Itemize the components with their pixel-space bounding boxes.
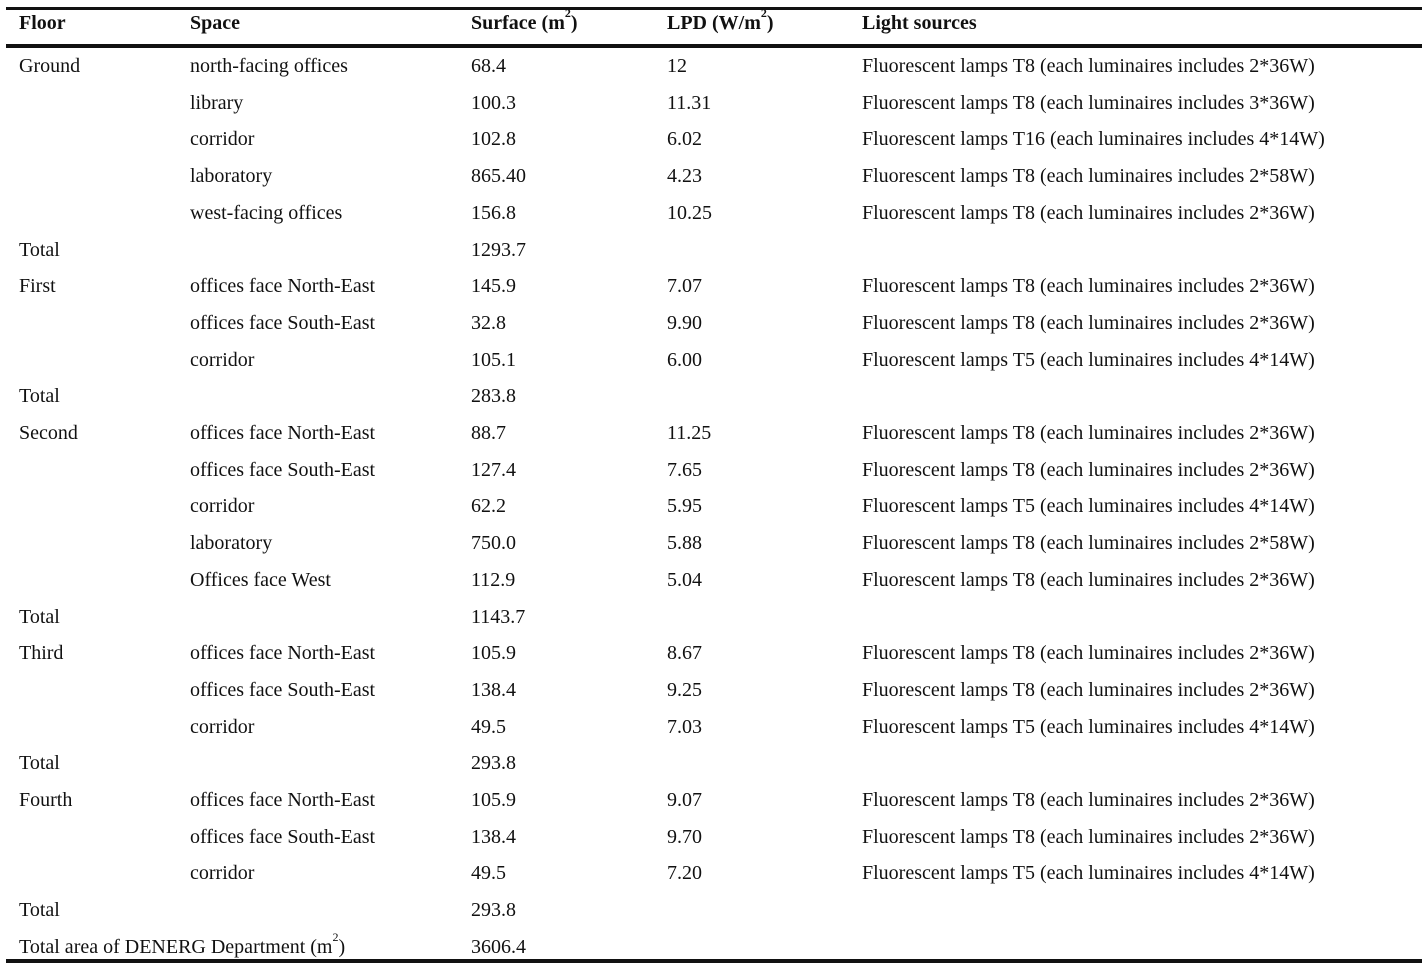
cell-lpd: 4.23 [667, 165, 702, 188]
cell-space: west-facing offices [190, 201, 343, 224]
cell-space: corridor [190, 128, 255, 151]
cell-light-source: Fluorescent lamps T5 (each luminaires includes 4*14W) [862, 862, 1315, 885]
cell-space: offices face North-East [190, 789, 376, 811]
table-row [6, 562, 1422, 598]
cell-space: offices face North-East [190, 642, 376, 665]
cell-light-source: Fluorescent lamps T8 (each luminaires includes 3*36W) [862, 91, 1315, 114]
cell-lpd: 7.65 [667, 458, 702, 481]
cell-surface: 105.9 [471, 789, 516, 811]
cell-light-source: Fluorescent lamps T8 (each luminaires includes 2*36W) [862, 422, 1315, 444]
cell-surface: 49.5 [471, 862, 506, 885]
cell-space: corridor [190, 862, 255, 885]
cell-light-source: Fluorescent lamps T8 (each luminaires includes 2*36W) [862, 275, 1315, 298]
cell-surface: 138.4 [471, 678, 516, 701]
header-floor: Floor [19, 12, 66, 34]
cell-lpd: 10.25 [667, 201, 712, 224]
cell-space: offices face South-East [190, 678, 376, 701]
cell-surface: 105.9 [471, 642, 516, 665]
cell-lpd: 5.95 [667, 495, 702, 518]
cell-space: library [190, 91, 244, 114]
cell-lpd: 5.88 [667, 532, 702, 555]
cell-surface: 293.8 [471, 752, 516, 775]
cell-light-source: Fluorescent lamps T8 (each luminaires includes 2*36W) [862, 678, 1315, 701]
table-row [6, 525, 1422, 561]
cell-surface: 127.4 [471, 458, 516, 481]
cell-space: corridor [190, 715, 255, 738]
cell-lpd: 9.70 [667, 825, 702, 848]
cell-surface: 112.9 [471, 568, 516, 591]
cell-light-source: Fluorescent lamps T8 (each luminaires includes 2*36W) [862, 201, 1315, 224]
cell-surface: 68.4 [471, 55, 506, 77]
cell-light-source: Fluorescent lamps T8 (each luminaires includes 2*36W) [862, 568, 1315, 591]
table-header-row [6, 7, 1422, 41]
cell-light-source: Fluorescent lamps T8 (each luminaires includes 2*36W) [862, 825, 1315, 848]
table-row [6, 85, 1422, 121]
cell-surface: 156.8 [471, 201, 516, 224]
cell-lpd: 8.67 [667, 642, 702, 665]
table-row [6, 48, 1422, 84]
header-surface: Surface $(m^2)$ [471, 6, 578, 34]
cell-space: offices face North-East [190, 422, 376, 444]
table-row [6, 782, 1422, 818]
table-row [6, 635, 1422, 671]
cell-lpd: 7.03 [667, 715, 702, 738]
cell-space: laboratory [190, 532, 273, 555]
cell-surface: 88.7 [471, 422, 506, 444]
table-row [6, 268, 1422, 304]
table-row [6, 342, 1422, 378]
cell-light-source: Fluorescent lamps T16 (each luminaires includes 4*14W) [862, 128, 1325, 151]
cell-lpd: 12 [667, 55, 687, 77]
cell-light-source: Fluorescent lamps T8 (each luminaires includes 2*58W) [862, 532, 1315, 555]
cell-surface: 865.40 [471, 165, 526, 188]
cell-lpd: 11.31 [667, 91, 712, 114]
cell-lpd: 9.90 [667, 311, 702, 334]
cell-floor: First [19, 275, 56, 298]
table-row [6, 672, 1422, 708]
cell-floor: Total [19, 385, 60, 408]
total-row [6, 378, 1422, 414]
cell-surface: 283.8 [471, 385, 516, 408]
cell-surface: 100.3 [471, 91, 516, 114]
table-row [6, 855, 1422, 891]
cell-surface: 105.1 [471, 348, 516, 371]
cell-lpd: 9.25 [667, 678, 702, 701]
table-row [6, 415, 1422, 451]
cell-floor: Second [19, 422, 78, 444]
cell-space: laboratory [190, 165, 273, 188]
cell-surface: 138.4 [471, 825, 516, 848]
cell-lpd: 5.04 [667, 568, 702, 591]
cell-light-source: Fluorescent lamps T5 (each luminaires includes 4*14W) [862, 715, 1315, 738]
table-row [6, 121, 1422, 157]
cell-space: offices face South-East [190, 311, 376, 334]
cell-space: north-facing offices [190, 55, 348, 77]
cell-surface: 750.0 [471, 532, 516, 555]
cell-floor: Total [19, 752, 60, 775]
cell-surface: 49.5 [471, 715, 506, 738]
total-row [6, 232, 1422, 268]
cell-light-source: Fluorescent lamps T8 (each luminaires includes 2*36W) [862, 311, 1315, 334]
header-space: Space [190, 12, 240, 34]
cell-light-source: Fluorescent lamps T8 (each luminaires includes 2*36W) [862, 789, 1315, 811]
total-row [6, 892, 1422, 928]
table-row [6, 305, 1422, 341]
cell-floor: Ground [19, 55, 81, 77]
table-row [6, 195, 1422, 231]
cell-surface: 62.2 [471, 495, 506, 518]
cell-light-source: Fluorescent lamps T8 (each luminaires includes 2*36W) [862, 458, 1315, 481]
cell-surface: 102.8 [471, 128, 516, 151]
cell-light-source: Fluorescent lamps T5 (each luminaires includes 4*14W) [862, 495, 1315, 518]
header-light-sources: Light sources [862, 12, 977, 34]
table-bottom-rule [6, 959, 1422, 963]
total-row [6, 599, 1422, 635]
cell-surface: 32.8 [471, 311, 506, 334]
cell-lpd: 6.00 [667, 348, 702, 371]
cell-lpd: 11.25 [667, 422, 712, 444]
cell-space: offices face South-East [190, 458, 376, 481]
cell-space: offices face North-East [190, 275, 376, 298]
total-row [6, 745, 1422, 781]
cell-surface: 293.8 [471, 899, 516, 922]
cell-space: Offices face West [190, 568, 331, 591]
cell-floor: Third [19, 642, 64, 665]
table-row [6, 452, 1422, 488]
cell-lpd: 6.02 [667, 128, 702, 151]
cell-lpd: 7.20 [667, 862, 702, 885]
table-row [6, 709, 1422, 745]
header-lpd: LPD $(W/m^2)$ [667, 6, 774, 34]
grand-total-label: Total area of DENERG Department $(m^2)$ [19, 930, 346, 958]
cell-light-source: Fluorescent lamps T8 (each luminaires includes 2*58W) [862, 165, 1315, 188]
cell-light-source: Fluorescent lamps T5 (each luminaires includes 4*14W) [862, 348, 1315, 371]
cell-surface: 145.9 [471, 275, 516, 298]
cell-space: offices face South-East [190, 825, 376, 848]
cell-lpd: 9.07 [667, 789, 702, 811]
table-row [6, 158, 1422, 194]
grand-total-surface: 3606.4 [471, 935, 526, 958]
cell-floor: Total [19, 238, 60, 261]
table-row [6, 488, 1422, 524]
cell-floor: Total [19, 605, 60, 628]
cell-light-source: Fluorescent lamps T8 (each luminaires includes 2*36W) [862, 642, 1315, 665]
cell-space: corridor [190, 348, 255, 371]
cell-floor: Total [19, 899, 60, 922]
cell-space: corridor [190, 495, 255, 518]
table-row [6, 819, 1422, 855]
cell-lpd: 7.07 [667, 275, 702, 298]
cell-surface: 1143.7 [471, 605, 526, 628]
cell-surface: 1293.7 [471, 238, 526, 261]
cell-floor: Fourth [19, 789, 73, 811]
cell-light-source: Fluorescent lamps T8 (each luminaires includes 2*36W) [862, 55, 1315, 77]
